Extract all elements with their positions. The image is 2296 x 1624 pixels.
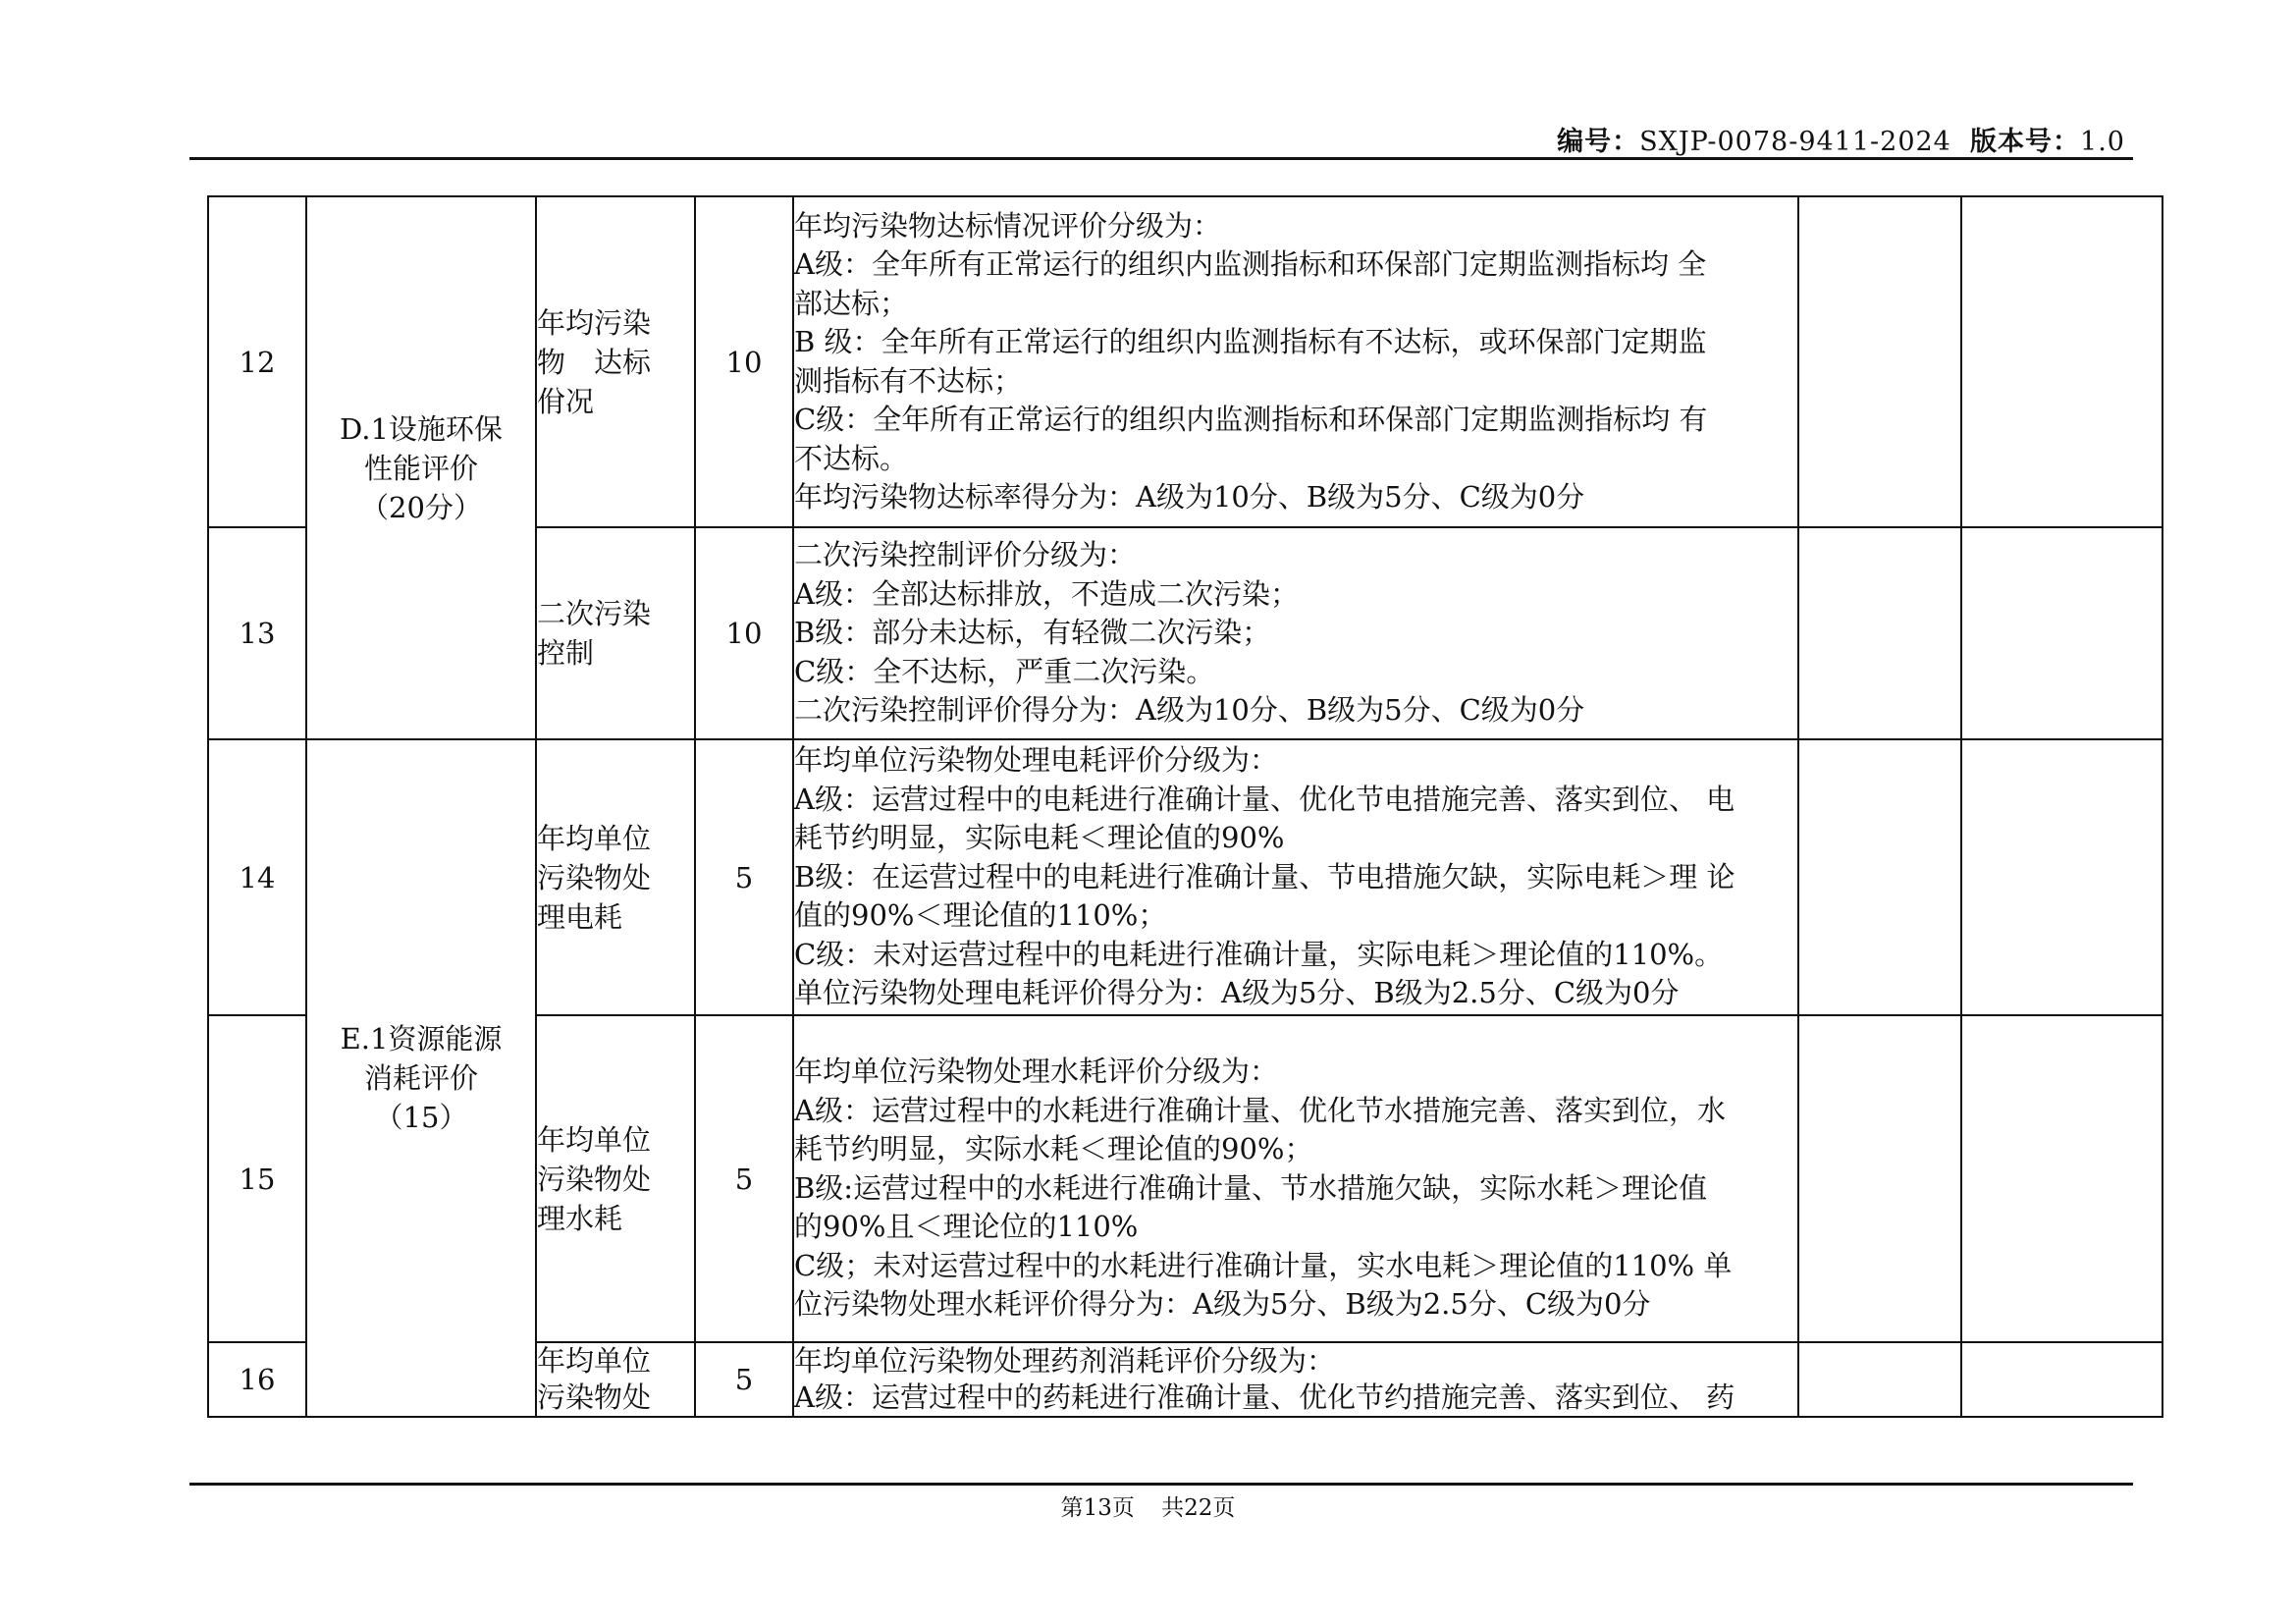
blank-cell [1798, 527, 1961, 739]
evaluation-table [207, 195, 2163, 1418]
category-line: （20分） [360, 490, 482, 524]
item-line: 年均单位 [537, 1344, 652, 1378]
page-total: 共22页 [1161, 1495, 1236, 1521]
desc-line: B级：部分未达标，有轻微二次污染； [794, 616, 1271, 650]
desc-line: B级：在运营过程中的电耗进行准确计量、节电措施欠缺，实际电耗＞理 论 [794, 859, 1735, 893]
category-line: 消耗评价 [363, 1061, 478, 1095]
score-cell: 5 [695, 739, 793, 1015]
category-cell [306, 196, 536, 739]
desc-line: 年均单位污染物处理药剂消耗评价分级为： [794, 1344, 1336, 1378]
item-cell [536, 739, 695, 1015]
category-cell [306, 739, 536, 1417]
item-line: 控制 [537, 636, 595, 670]
row-number: 12 [208, 196, 306, 527]
blank-cell [1961, 196, 2163, 527]
table-row [208, 196, 2163, 527]
desc-line: C级：全年所有正常运行的组织内监测指标和环保部门定期监测指标均 有 [794, 403, 1708, 436]
item-line: 污染物处 [537, 1380, 652, 1414]
score-cell: 5 [695, 1342, 793, 1417]
code-label: 编号： [1557, 127, 1640, 157]
item-line: 污染物处 [537, 1162, 652, 1196]
version-label: 版本号： [1970, 127, 2081, 157]
blank-cell [1798, 739, 1961, 1015]
desc-line: 单位污染物处理电耗评价得分为：A级为5分、B级为2.5分、C级为0分 [794, 976, 1680, 1010]
page-number: 第13页 [1060, 1495, 1135, 1521]
document-code [1557, 120, 2125, 158]
item-line: 物 达标 [537, 345, 652, 379]
item-line: 理水耗 [537, 1201, 623, 1235]
item-line: 二次污染 [537, 597, 652, 630]
blank-cell [1961, 1015, 2163, 1342]
desc-line: 年均污染物达标情况评价分级为： [794, 208, 1222, 243]
desc-line: 测指标有不达标； [794, 363, 1023, 398]
code-value: SXJP-0078-9411-2024 [1639, 127, 1951, 157]
table-row [208, 739, 2163, 1015]
item-line: 年均单位 [537, 821, 652, 855]
desc-line: 的90%且＜理论位的110% [794, 1210, 1139, 1244]
desc-line: 部达标； [794, 286, 909, 320]
footer-rule [189, 1483, 2133, 1486]
desc-line: C级：全不达标，严重二次污染。 [794, 654, 1215, 688]
row-number: 13 [208, 527, 306, 739]
row-number: 14 [208, 739, 306, 1015]
score-cell: 10 [695, 527, 793, 739]
description-cell [793, 1015, 1798, 1342]
header-rule [189, 157, 2133, 160]
category-line: 性能评价 [363, 451, 478, 485]
row-number: 15 [208, 1015, 306, 1342]
item-line: 年均污染 [537, 305, 652, 340]
item-line: 年均单位 [537, 1122, 652, 1157]
score-cell: 5 [695, 1015, 793, 1342]
desc-line: 年均单位污染物处理电耗评价分级为： [794, 743, 1279, 778]
item-cell [536, 1342, 695, 1417]
desc-line: B级:运营过程中的水耗进行准确计量、节水措施欠缺，实际水耗＞理论值 [794, 1170, 1708, 1205]
desc-line: A级：全部达标排放，不造成二次污染； [794, 576, 1299, 611]
desc-line: 位污染物处理水耗评价得分为：A级为5分、B级为2.5分、C级为0分 [794, 1287, 1651, 1322]
row-number: 16 [208, 1342, 306, 1417]
score-cell: 10 [695, 196, 793, 527]
desc-line: 年均单位污染物处理水耗评价分级为： [794, 1055, 1279, 1089]
item-line: 理电耗 [537, 899, 623, 934]
item-cell [536, 1015, 695, 1342]
desc-line: A级：运营过程中的电耗进行准确计量、优化节电措施完善、落实到位、 电 [794, 782, 1735, 816]
desc-line: B 级：全年所有正常运行的组织内监测指标有不达标，或环保部门定期监 [794, 325, 1707, 358]
description-cell [793, 739, 1798, 1015]
desc-line: 值的90%＜理论值的110%； [794, 898, 1167, 933]
desc-line: A级：运营过程中的药耗进行准确计量、优化节约措施完善、落实到位、 药 [794, 1380, 1735, 1414]
desc-line: A级：全年所有正常运行的组织内监测指标和环保部门定期监测指标均 全 [794, 247, 1707, 281]
category-line: E.1资源能源 [340, 1022, 503, 1056]
version-value: 1.0 [2080, 127, 2125, 157]
category-line: （15） [374, 1101, 468, 1134]
desc-line: 耗节约明显，实际水耗＜理论值的90%； [794, 1132, 1313, 1166]
blank-cell [1798, 1342, 1961, 1417]
item-cell [536, 196, 695, 527]
blank-cell [1798, 196, 1961, 527]
desc-line: 二次污染控制评价分级为： [794, 538, 1137, 572]
desc-line: C级；未对运营过程中的水耗进行准确计量，实水电耗＞理论值的110% 单 [794, 1248, 1733, 1282]
page-footer [0, 1489, 2296, 1522]
desc-line: 耗节约明显，实际电耗＜理论值的90% [794, 821, 1285, 855]
desc-line: 二次污染控制评价得分为：A级为10分、B级为5分、C级为0分 [794, 693, 1585, 728]
item-line: 污染物处 [537, 860, 652, 894]
description-cell [793, 527, 1798, 739]
item-cell [536, 527, 695, 739]
blank-cell [1961, 739, 2163, 1015]
description-cell [793, 1342, 1798, 1417]
desc-line: 不达标。 [794, 441, 909, 475]
page-header [189, 116, 2133, 157]
desc-line: A级：运营过程中的水耗进行准确计量、优化节水措施完善、落实到位，水 [794, 1093, 1726, 1127]
blank-cell [1961, 527, 2163, 739]
item-line: 佾况 [537, 384, 595, 418]
description-cell [793, 196, 1798, 527]
desc-line: 年均污染物达标率得分为：A级为10分、B级为5分、C级为0分 [794, 480, 1585, 514]
blank-cell [1961, 1342, 2163, 1417]
blank-cell [1798, 1015, 1961, 1342]
category-line: D.1设施环保 [340, 411, 503, 446]
desc-line: C级：未对运营过程中的电耗进行准确计量，实际电耗＞理论值的110%。 [794, 937, 1724, 971]
